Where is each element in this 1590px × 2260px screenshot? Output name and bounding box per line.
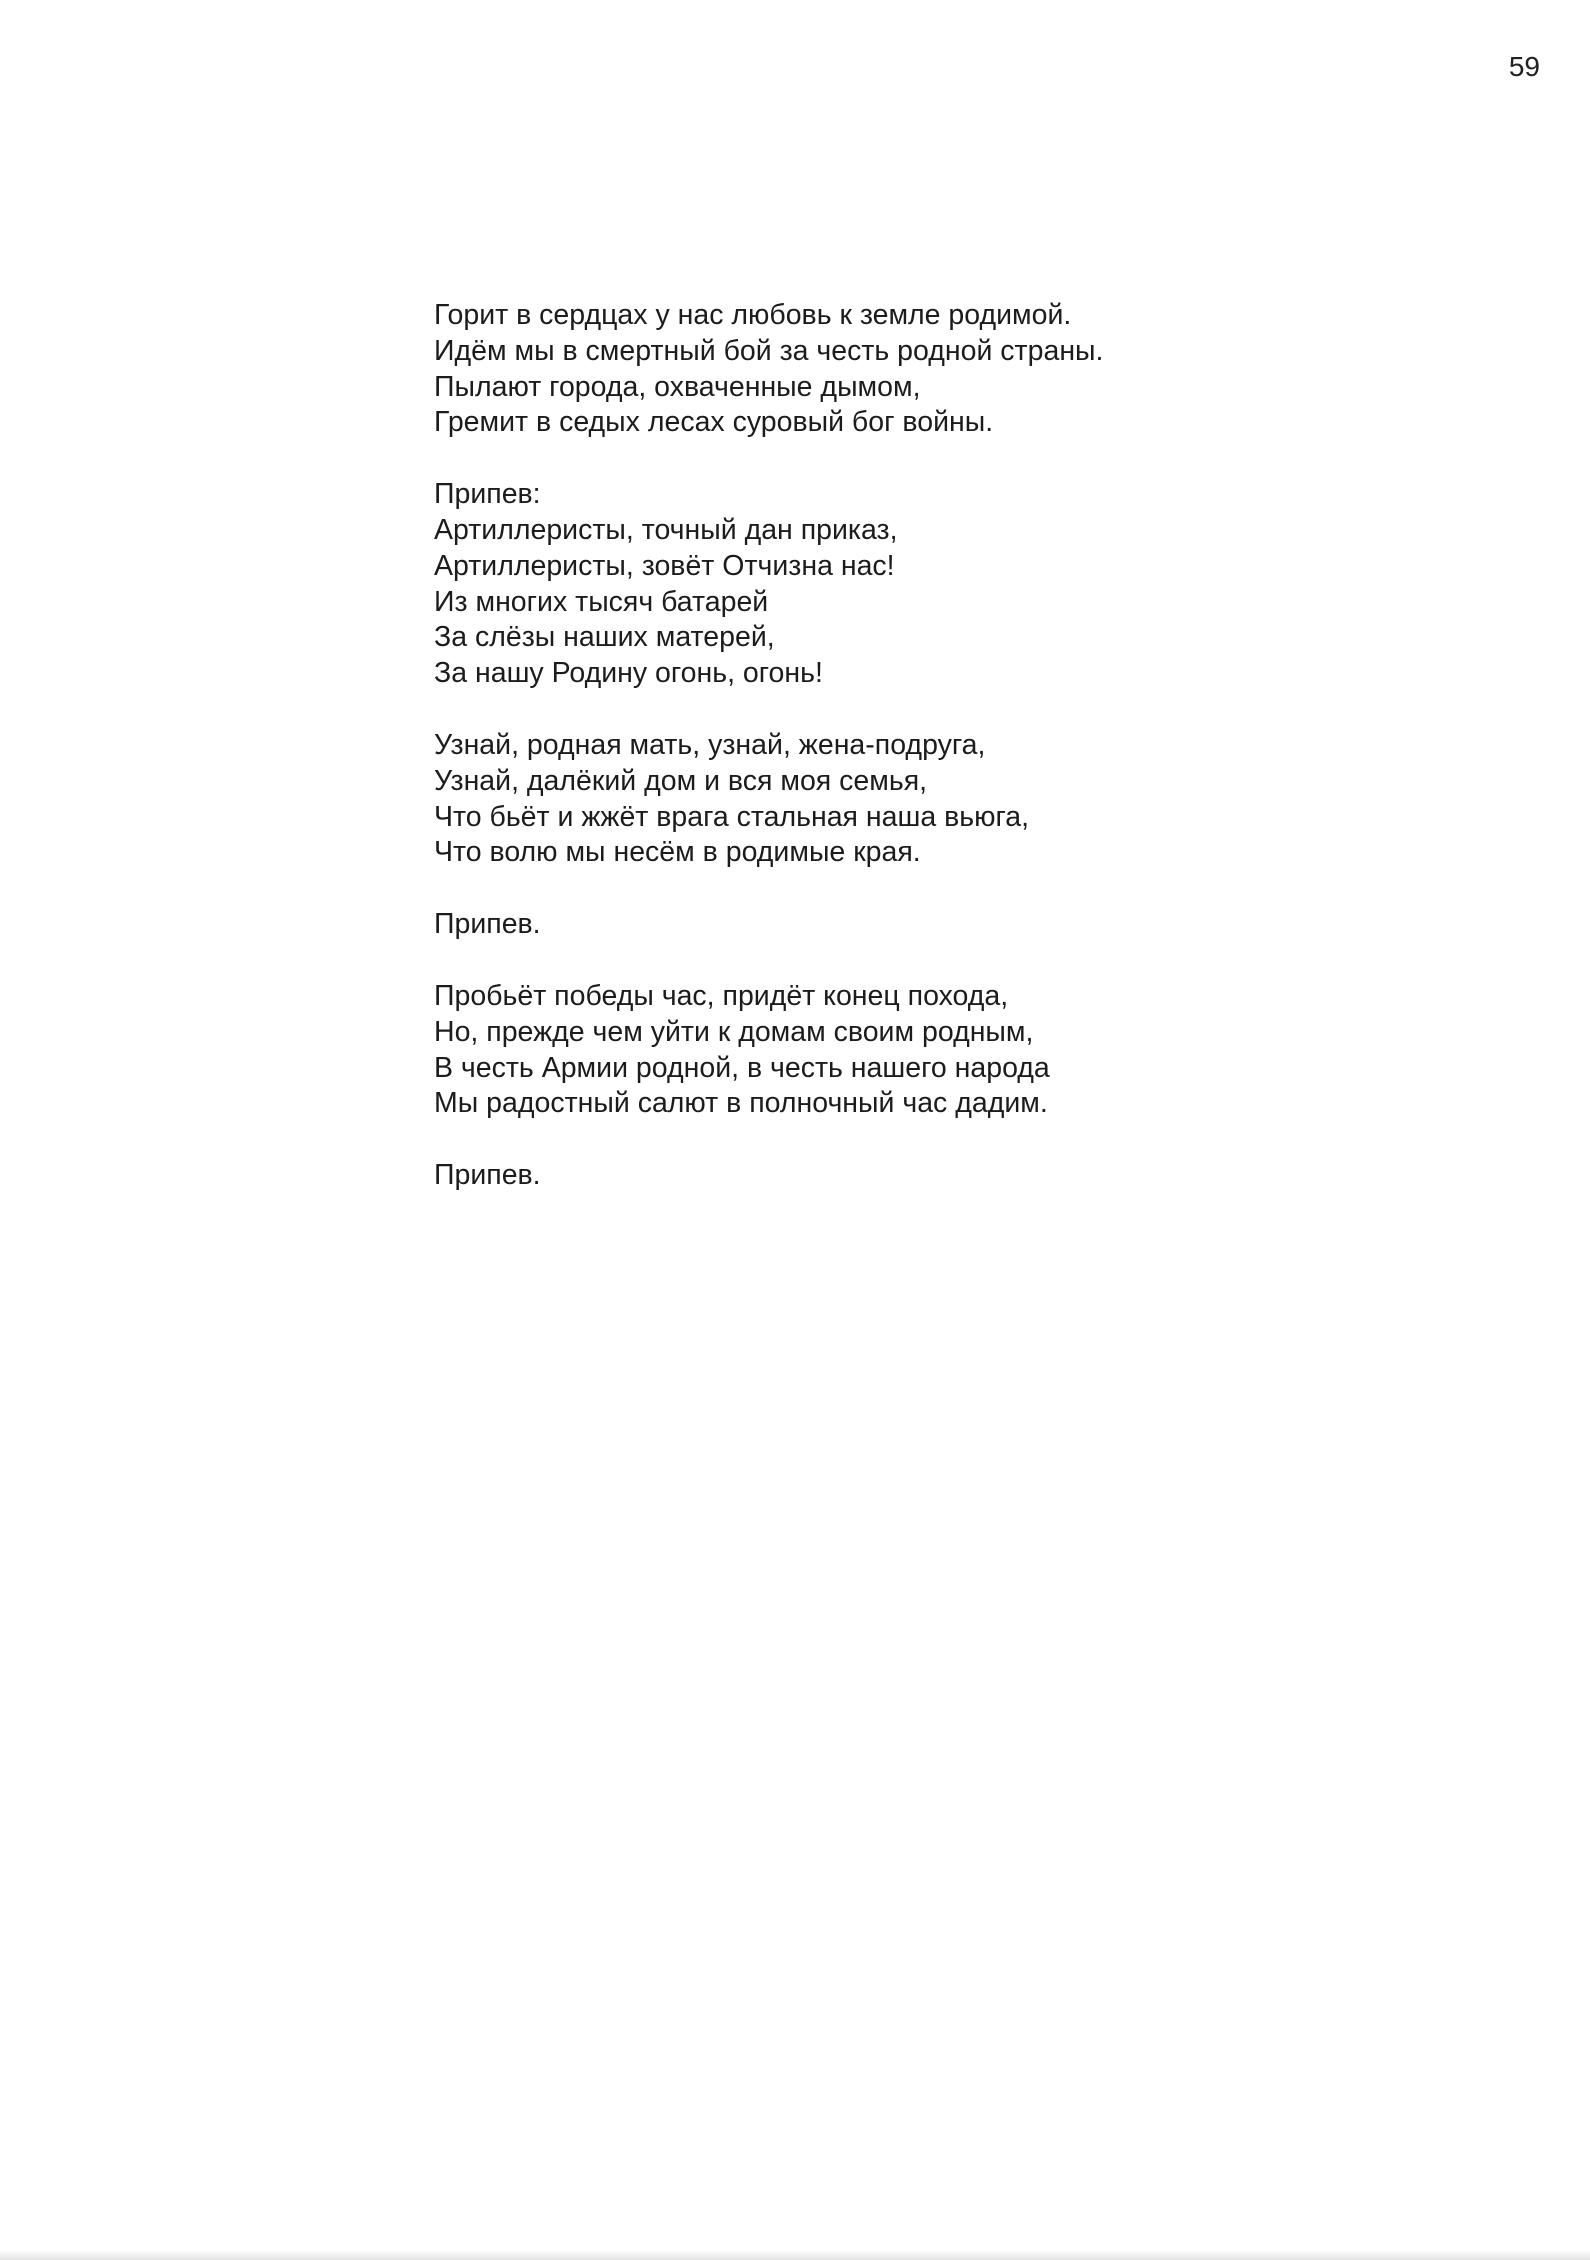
- stanza-chorus: [434, 477, 1434, 692]
- chorus-heading: Припев:: [434, 478, 541, 511]
- scan-bottom-edge: [0, 2250, 1590, 2260]
- stanza-chorus-repeat-2: [434, 1158, 1434, 1194]
- stanza-chorus-repeat-1: [434, 907, 1434, 943]
- lyric-line: Артиллеристы, точный дан приказ,: [434, 513, 898, 546]
- lyric-line: Артиллеристы, зовёт Отчизна нас!: [434, 549, 895, 582]
- lyric-line: Но, прежде чем уйти к домам своим родным,: [434, 1015, 1034, 1048]
- chorus-repeat-label: Припев.: [434, 908, 541, 941]
- lyric-line: Узнай, родная мать, узнай, жена-подруга,: [434, 728, 986, 761]
- lyric-line: Из многих тысяч батарей: [434, 585, 769, 618]
- song-lyrics: [434, 298, 1434, 1230]
- lyric-line: За нашу Родину огонь, огонь!: [434, 657, 823, 690]
- lyric-line: Пылают города, охваченные дымом,: [434, 370, 921, 403]
- page-number: 59: [1508, 51, 1540, 82]
- lyric-line: Узнай, далёкий дом и вся моя семья,: [434, 764, 928, 797]
- lyric-line: Что бьёт и жжёт врага стальная наша вьюга,: [434, 800, 1030, 833]
- lyric-line: Пробьёт победы час, придёт конец похода,: [434, 979, 1009, 1012]
- lyric-line: Мы радостный салют в полночный час дадим.: [434, 1087, 1048, 1120]
- stanza-verse-1: [434, 298, 1434, 441]
- stanza-verse-3: [434, 979, 1434, 1122]
- chorus-repeat-label: Припев.: [434, 1159, 541, 1192]
- lyric-line: Гремит в седых лесах суровый бог войны.: [434, 406, 994, 439]
- lyric-line: Что волю мы несём в родимые края.: [434, 836, 921, 869]
- lyric-line: Идём мы в смертный бой за честь родной страны.: [434, 334, 1104, 367]
- lyric-line: Горит в сердцах у нас любовь к земле родимой.: [434, 299, 1072, 331]
- stanza-verse-2: [434, 728, 1434, 871]
- lyric-line: За слёзы наших матерей,: [434, 621, 775, 654]
- lyric-line: В честь Армии родной, в честь нашего народа: [434, 1051, 1050, 1084]
